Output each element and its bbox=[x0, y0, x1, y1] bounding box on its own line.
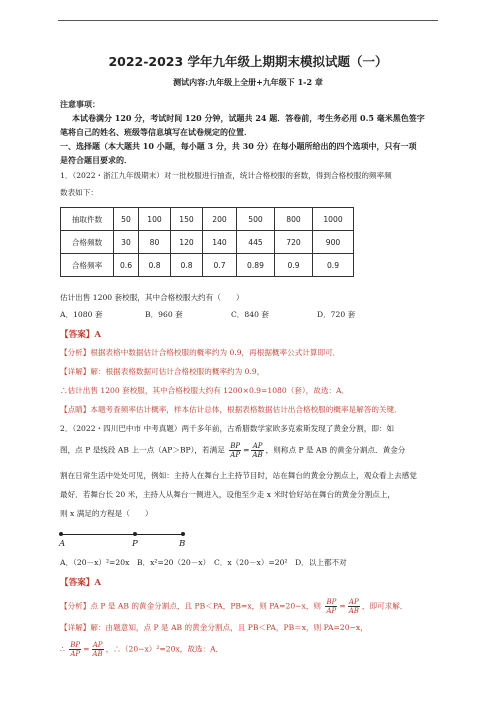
q2-line-2-end: ，则称点 P 是 AB 的黄金分割点．黄金分 bbox=[265, 445, 406, 455]
frequency-table bbox=[60, 207, 354, 277]
table-cell: 720 bbox=[275, 231, 313, 254]
page-title: 2022-2023 学年九年级上期期末模拟试题（一） bbox=[108, 54, 388, 69]
notice-line-1: 本试卷满分 120 分，考试时间 120 分钟，试题共 24 题．答卷前，考生务必用 0.5 毫米黑色签字 bbox=[72, 113, 425, 123]
q1-detail: 【详解】解：根据表格数据可估计合格校服的概率约为 0.9， bbox=[60, 367, 265, 376]
q2-options: A．（20－x）²=20x B．x²=20（20－x） C．x（20－x）=20² D．以上都不对 bbox=[60, 558, 347, 567]
section-heading-1: 一、选择题（本大题共 10 小题，每小题 3 分，共 30 分）在每小题所给出的四个选项中，只有一项 bbox=[60, 141, 417, 151]
page-subtitle: 测试内容:九年级上全册+九年级下 1-2 章 bbox=[173, 77, 323, 87]
q1-answer: 【答案】A bbox=[60, 330, 102, 340]
table-cell: 30 bbox=[114, 231, 139, 254]
final-fraction-left: $\frac{BP}{AP}$ bbox=[70, 641, 81, 658]
table-cell: 80 bbox=[139, 231, 171, 254]
point-p-dot bbox=[133, 532, 137, 536]
table-row bbox=[61, 254, 354, 277]
table-cell: 900 bbox=[313, 231, 354, 254]
q1-comment: 【点睛】本题考查频率估计概率，样本估计总体，根据表格数据估计出合格校服的概率是解答的关键． bbox=[60, 405, 402, 414]
q2-final-start: ∴ bbox=[60, 644, 65, 654]
q2-analysis: 【分析】点 P 是 AB 的黄金分割点，且 PB＜PA，PB=x，则 PA=20−x，则 $\frac{BP}{AP}$ = $\frac{AP}{AB}$ ，即可求解． bbox=[60, 598, 408, 615]
table-row bbox=[61, 208, 354, 231]
table-cell: 0.9 bbox=[275, 254, 313, 277]
golden-ratio-fraction-left: $\frac{BP}{AP}$ bbox=[230, 442, 241, 459]
table-cell: 0.9 bbox=[313, 254, 354, 277]
table-cell: 合格频数 bbox=[61, 231, 114, 254]
q2-detail: 【详解】解：由题意知，点 P 是 AB 的黄金分割点，且 PB＜PA，PB＝x，则 PA=20−x， bbox=[60, 623, 368, 632]
notice-heading: 注意事项： bbox=[60, 99, 100, 109]
q1-stem-2: 数表如下： bbox=[60, 188, 98, 197]
table-cell: 0.6 bbox=[114, 254, 139, 277]
table-cell: 445 bbox=[237, 231, 275, 254]
point-p-label: P bbox=[132, 539, 138, 549]
q1-stem-1: 1．（2022・浙江九年级期末）对一批校服进行抽查，统计合格校服的套数，得到合格校服的频率频 bbox=[60, 171, 392, 180]
table-cell: 0.89 bbox=[237, 254, 275, 277]
q2-final: ∴ $\frac{BP}{AP}$ = $\frac{AP}{AB}$ ，∴（20−x）²=20x，故选：A． bbox=[60, 641, 224, 658]
q2-line-3: 割在日常生活中处处可见，例如：主持人在舞台上主持节目时，站在舞台的黄金分割点上，观众看上去感觉 bbox=[60, 471, 417, 480]
final-fraction-right: $\frac{AP}{AB}$ bbox=[92, 641, 103, 658]
q1-option-c: C．840 套 bbox=[231, 310, 269, 319]
point-b-label: B bbox=[179, 539, 186, 549]
q1-option-a: A．1080 套 bbox=[60, 310, 103, 319]
table-cell: 抽取件数 bbox=[61, 208, 114, 231]
q1-option-d: D．720 套 bbox=[317, 310, 356, 319]
q2-analysis-end: ，即可求解． bbox=[361, 601, 408, 611]
table-cell: 100 bbox=[139, 208, 171, 231]
q2-line-2: 图，点 P 是线段 AB 上一点（AP＞BP），若满足 $\frac{BP}{AP}$ = $\frac{AP}{AB}$ ，则称点 P 是 AB 的黄金分割点．黄金分 bbox=[60, 442, 406, 459]
q2-answer: 【答案】A bbox=[60, 578, 102, 588]
table-cell: 120 bbox=[171, 231, 203, 254]
table-cell: 140 bbox=[203, 231, 237, 254]
notice-line-2: 笔将自己的姓名、班级等信息填写在试卷规定的位置． bbox=[60, 127, 252, 137]
section-heading-2: 是符合题目要求的． bbox=[60, 155, 132, 165]
table-cell: 0.8 bbox=[139, 254, 171, 277]
point-a-label: A bbox=[59, 539, 66, 549]
point-a-dot bbox=[59, 532, 63, 536]
point-b-dot bbox=[181, 532, 185, 536]
table-cell: 1000 bbox=[313, 208, 354, 231]
table-cell: 200 bbox=[203, 208, 237, 231]
q2-analysis-start: 【分析】点 P 是 AB 的黄金分割点，且 PB＜PA，PB=x，则 PA=20−x，则 bbox=[60, 601, 322, 611]
golden-ratio-fraction-right: $\frac{AP}{AB}$ bbox=[252, 442, 263, 459]
analysis-fraction-left: $\frac{BP}{AP}$ bbox=[326, 598, 337, 615]
table-cell: 150 bbox=[171, 208, 203, 231]
q1-option-b: B．960 套 bbox=[145, 310, 183, 319]
q2-line-5: 则 x 满足的方程是（ ） bbox=[60, 509, 153, 518]
q2-final-end: ，∴（20−x）²=20x，故选：A． bbox=[105, 644, 224, 654]
q1-analysis: 【分析】根据表格中数据估计合格校服的概率约为 0.9，再根据概率公式计算即可． bbox=[60, 348, 341, 357]
analysis-fraction-right: $\frac{AP}{AB}$ bbox=[348, 598, 359, 615]
q2-line-2-start: 图，点 P 是线段 AB 上一点（AP＞BP），若满足 bbox=[60, 445, 225, 455]
table-cell: 800 bbox=[275, 208, 313, 231]
q2-line-4: 最好．若舞台长 20 米，主持人从舞台一侧进入，设他至少走 x 米时恰好站在舞台的黄金分割点上， bbox=[60, 490, 395, 499]
q1-conclusion: ∴估计出售 1200 套校服，其中合格校服大约有 1200×0.9=1080（套），故选：A． bbox=[60, 386, 350, 395]
header-rule bbox=[58, 20, 438, 21]
table-cell: 50 bbox=[114, 208, 139, 231]
table-row bbox=[61, 231, 354, 254]
table-cell: 500 bbox=[237, 208, 275, 231]
q2-line-1: 2．（2022・四川巴中市 中考真题）两千多年前，古希腊数学家欧多克索斯发现了黄金分割，即：如 bbox=[60, 424, 395, 433]
table-cell: 0.8 bbox=[171, 254, 203, 277]
table-cell: 合格频率 bbox=[61, 254, 114, 277]
q1-estimate: 估计出售 1200 套校服，其中合格校服大约有（ ） bbox=[60, 293, 244, 302]
segment-ab bbox=[61, 534, 183, 535]
table-cell: 0.7 bbox=[203, 254, 237, 277]
